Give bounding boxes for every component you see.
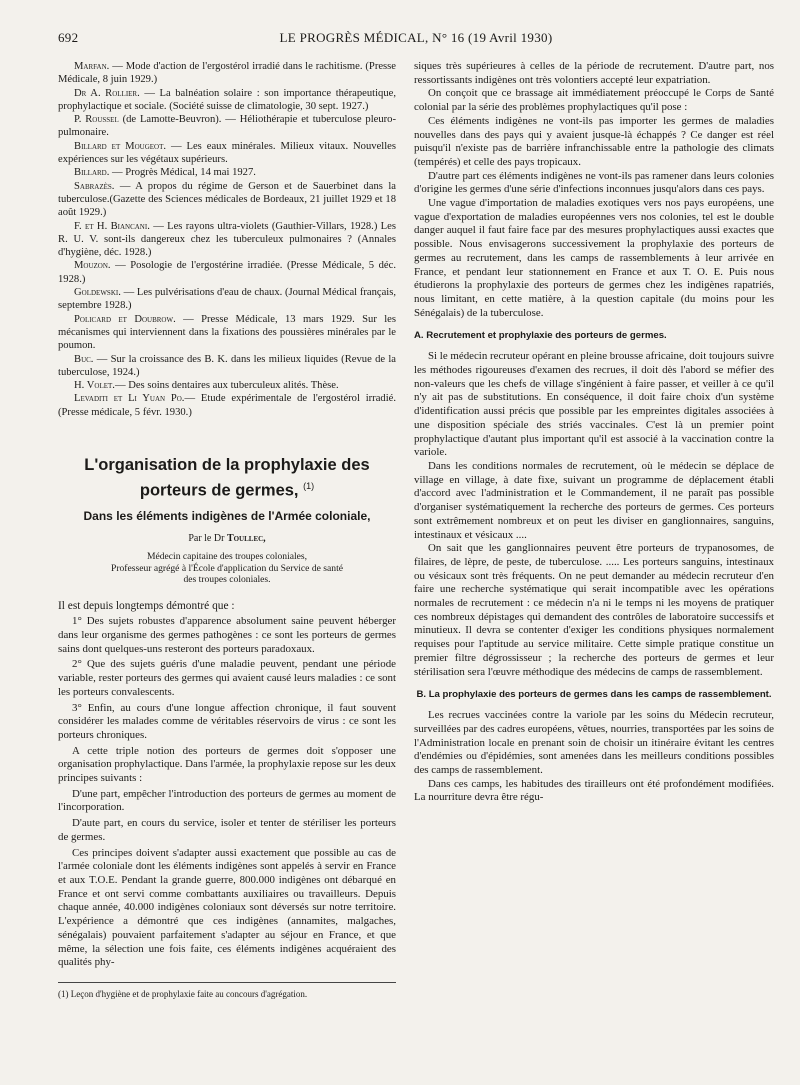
- article-subtitle: Dans les éléments indigènes de l'Armée coloniale,: [83, 508, 371, 523]
- body-paragraph: Dans ces camps, les habitudes des tirailleurs ont été profondément modifiées. La nourriture devra être régu-: [414, 777, 774, 804]
- body-paragraph: Ces principes doivent s'adapter aussi exactement que possible au cas de l'armée coloniale dont les éléments indigènes sont appelés à servir en France et aux T.O.E. Pendant la grande guerre, 800.000 indigènes ont débarqué en France et ont servi comme combattants auxiliaires ou travailleurs. Depuis chaque année, 40.000 indigènes coloniaux sont déversés sur notre territoire. L'expérience a démontré que ces indigènes (annamites, malgaches, sénégalais) pouvaient parfaitement s'adapter au séjour en France, et que même, la sélection une fois faite, ces éléments indigènes acquéraient des qualités phy-: [58, 846, 396, 969]
- reference-item: Mouzon. — Posologie de l'ergostérine irradiée. (Presse Médicale, 5 déc. 1928.): [58, 260, 396, 285]
- reference-item: H. Volet.— Des soins dentaires aux tuberculeux alités. Thèse.: [74, 380, 339, 392]
- reference-list: [58, 60, 396, 419]
- body-paragraph: On conçoit que ce brassage ait immédiatement préoccupé le Corps de Santé colonial par la série des problèmes prophylactiques qu'il pose :: [414, 87, 774, 114]
- left-column: [58, 60, 396, 1000]
- body-paragraph: A cette triple notion des porteurs de germes doit s'opposer une organisation prophylactique. Dans l'armée, la prophylaxie repose sur les deux principes suivants :: [58, 744, 396, 785]
- section-a-heading: A. Recrutement et prophylaxie des porteurs de germes.: [414, 330, 667, 342]
- footnote-divider: [58, 982, 396, 983]
- columns: [58, 60, 774, 1000]
- reference-item: F. et H. Biancani. — Les rayons ultra-violets (Gauthier-Villars, 1928.) Les R. U. V. sont-ils dangereux chez les tuberculeux pulmonaires ? (Annales d'hygiène, déc. 1928.): [58, 220, 396, 259]
- body-paragraph: On sait que les ganglionnaires peuvent être porteurs de trypanosomes, de filaires, de lèpre, de peste, de tuberculose. ..... Les porteurs sanguins, intestinaux ou vésicaux sont très fréquents. On ne peut demander au médecin recruteur d'en faire une recherche systématique qui serait incompatible avec les opérations normales de recrutement : ce médecin n'a ni le temps ni les moyens de pratiquer ces nombreux dépistages qui demandent des contrôles de laboratoire successifs et minutieux. Il devra se contenter d'exiger les conditions physiques normalement requises pour l'aptitude au service militaire. Cette simple pratique constitue un premier filtre dégrossisseur ; la recherche des porteurs de germes et leur stérilisation sera l'œuvre méthodique des médecins de camps de rassemblement.: [414, 542, 774, 678]
- body-paragraph: Si le médecin recruteur opérant en pleine brousse africaine, doit toujours suivre les méthodes rigoureuses d'examen des recrues, il doit dès l'abord se méfier des non-valeurs que les chefs de village s'ingénient à faire passer, et veiller à ce qu'il n'y ait pas de substitutions. En conséquence, il doit faire choix d'un système d'identification aussi précis que possible par les empreintes digitales associées à une disposition spéciale des striés vaccinales. C'est là un premier point prophylactique d'autant plus important qu'il est associé à la vaccination contre la variole.: [414, 350, 774, 459]
- footnote-mark: (1): [303, 481, 315, 492]
- body-paragraph: Les recrues vaccinées contre la variole par les soins du Médecin recruteur, surveillées par des cadres européens, vêtues, nourries, transportées par les soins de l'Administration locale en prenant soin de choisir un itinéraire évitant les centres d'endémies ou d'épidémies, sont amenées dans les meilleurs conditions possibles des camps de rassemblement.: [414, 709, 774, 777]
- footnote: (1) Leçon d'hygiène et de prophylaxie faite au concours d'agrégation.: [58, 988, 308, 999]
- page-number: 692: [58, 30, 79, 45]
- reference-item: Dr A. Rollier. — La balnéation solaire : son importance thérapeutique, prophylactique et sociale. (Société suisse de climatologie, 30 sept. 1927.): [58, 87, 396, 112]
- body-paragraph: D'une part, empêcher l'introduction des porteurs de germes au moment de l'incorporation.: [58, 787, 396, 814]
- running-head: [58, 30, 774, 52]
- reference-item: Goldewski. — Les pulvérisations d'eau de chaux. (Journal Médical français, septembre 1928.): [58, 287, 396, 312]
- body-paragraph: D'autre part ces éléments indigènes ne vont-ils pas ramener dans leurs colonies d'origine les germes d'une série d'infections inconnues jusqu'alors dans ces pays.: [414, 169, 774, 196]
- body-paragraph: D'aute part, en cours du service, isoler et tenter de stériliser les porteurs de germes.: [58, 817, 396, 843]
- body-paragraph: siques très supérieures à celles de la période de recrutement. D'autre part, nos ressortissants indigènes ont très volontiers accepté leur expatriation.: [414, 60, 774, 86]
- numbered-paragraph: 2° Que des sujets guéris d'une maladie peuvent, pendant une période variable, rester porteurs des germes qui avaient causé leurs maladies : ce sont les porteurs convalescents.: [58, 658, 396, 698]
- numbered-paragraph: 3° Enfin, au cours d'une longue affection chronique, il faut souvent considérer les malades comme de véritables réservoirs de virus : ce sont les porteurs chroniques.: [58, 701, 396, 741]
- author-name: Toullec,: [226, 532, 266, 544]
- body-paragraph: Une vague d'importation de maladies exotiques vers nos pays européens, une vague d'exportation de maladies européennes vers nos colonies, tel est le double danger auquel il faut faire face par des mesures prophylactiques aussi exactes que possible. Nous envisagerons successivement la prophylaxie des porteurs de germes au recrutement, dans les camps de rassemblements à leur arrivée en France, et pendant leur stationnement en France et aux T. O. E. Puis nous étudierons la prophylaxie des porteurs de germes chez les indigènes rapatriés, nous limitant, en cette matière, à la question capitale (du moins pour les Sénégalais) de la tuberculose.: [414, 197, 774, 319]
- journal-title: LE PROGRÈS MÉDICAL, N° 16 (19 Avril 1930): [279, 30, 553, 45]
- body-paragraph: Ces éléments indigènes ne vont-ils pas importer les germes de maladies nouvelles dans des pays qui y avaient jusque-là échappés ? Ce danger est réel puisqu'il n'existe pas de barrière infranchissable entre la pathologie des climats (tempérés) et celle des pays tropicaux.: [414, 114, 774, 168]
- reference-item: P. Roussel (de Lamotte-Beuvron). — Héliothérapie et tuberculose pleuro-pulmonaire.: [58, 114, 396, 139]
- article-title: L'organisation de la prophylaxie des porteurs de germes, $^{(1)}$: [84, 456, 370, 500]
- author-affiliation: Médecin capitaine des troupes coloniales, Professeur agrégé à l'École d'application du Service de santé des troupes coloniales.: [110, 551, 344, 585]
- reference-item: Marfan. — Mode d'action de l'ergostérol irradié dans le rachitisme. (Presse Médicale, 8 juin 1929.): [58, 61, 396, 86]
- lead-paragraph: Il est depuis longtemps démontré que :: [58, 600, 235, 613]
- numbered-paragraph: 1° Des sujets robustes d'apparence absolument saine peuvent héberger dans leur organisme des germes pathogènes : ce sont les porteurs de germes sains dont quelques-uns resteront des porteurs paradoxaux.: [58, 615, 396, 655]
- reference-item: Levaditi et Li Yuan Po.— Etude expérimentale de l'ergostérol irradié. (Presse médicale, 5 févr. 1930.): [58, 393, 397, 418]
- section-b-heading: B. La prophylaxie des porteurs de germes dans les camps de rassemblement.: [416, 689, 772, 701]
- reference-item: Policard et Doubrow. — Presse Médicale, 13 mars 1929. Sur les mécanismes qui interviennent dans la fixations des poussières minérales par le poumon.: [58, 313, 397, 352]
- reference-item: Sabrazès. — A propos du régime de Gerson et de Sauerbinet dans la tuberculose.(Gazette des Sciences médicales de Bordeaux, 21 juillet 1929 et 18 août 1929.): [58, 180, 396, 219]
- body-paragraph: Dans les conditions normales de recrutement, où le médecin se déplace de village en village, à date fixe, suivant un programme de déplacement établi d'accord avec l'administration et le Commandement, il ne paraît pas possible d'organiser systématiquement la recherche des porteurs de germes. Ces porteurs sont extrêmement nombreux et on peut les diviser en ganglionnaires, sanguins, intestinaux et vésicaux ....: [414, 459, 774, 541]
- byline: Par le Dr Toullec,: [188, 532, 266, 544]
- right-column: [414, 60, 774, 1000]
- reference-item: Buc. — Sur la croissance des B. K. dans les milieux liquides (Revue de la tuberculose, 1924.): [58, 353, 396, 378]
- reference-item: Billard et Mougeot. — Les eaux minérales. Milieux vitaux. Nouvelles expériences sur les végétaux supérieurs.: [58, 140, 396, 166]
- reference-item: Billard. — Progrès Médical, 14 mai 1927.: [74, 167, 256, 179]
